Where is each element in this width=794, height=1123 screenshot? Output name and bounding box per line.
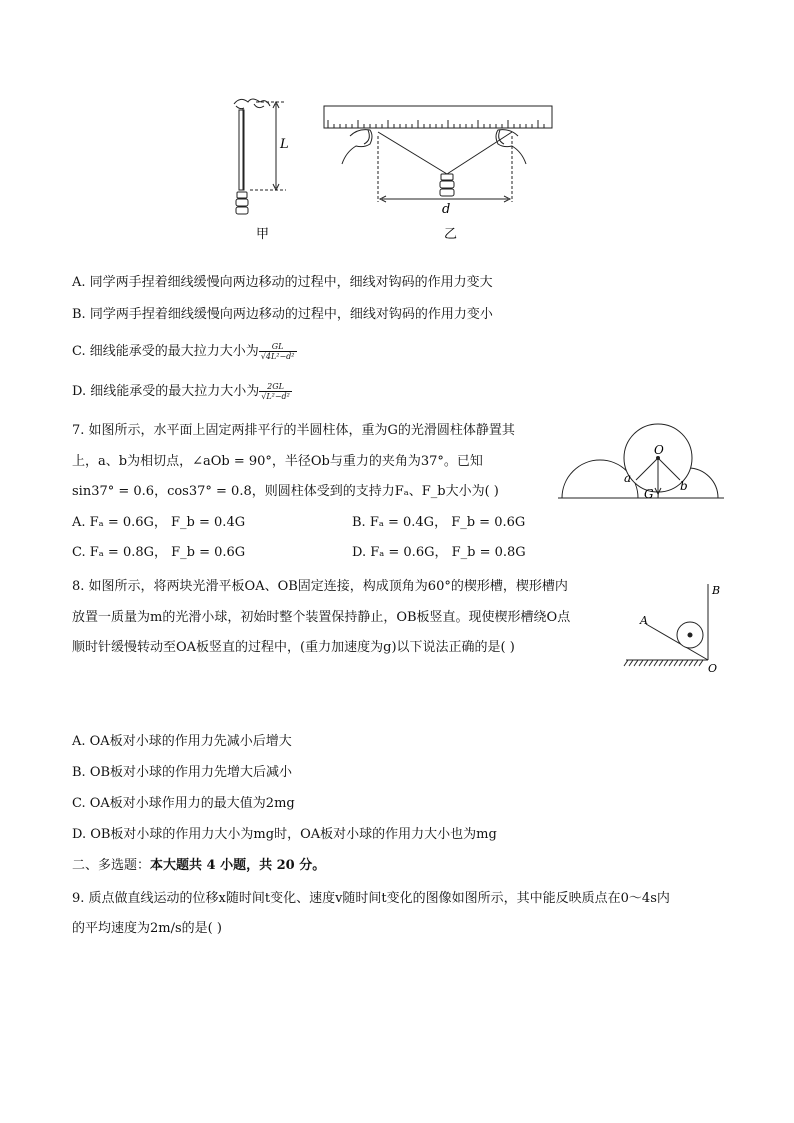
q8-option-c: C. OA板对小球作用力的最大值为2mg <box>72 796 295 811</box>
q8-option-d: D. OB板对小球的作用力大小为mg时，OA板对小球的作用力大小也为mg <box>72 827 497 842</box>
q8-label-A: A <box>640 614 648 627</box>
q6-option-d <box>72 382 292 402</box>
section-heading-detail: 本大题共 4 小题，共 20 分。 <box>150 858 326 873</box>
q8-label-B: B <box>712 584 721 597</box>
q6-option-d-numerator: 2GL <box>267 382 284 391</box>
label-d: d <box>442 202 451 217</box>
q7-label-G: G <box>644 487 654 501</box>
ground-hatch <box>654 660 658 666</box>
q8-stem-line2: 放置一质量为m的光滑小球，初始时整个装置保持静止，OB板竖直。现使楔形槽绕O点 <box>72 610 571 625</box>
q8-option-b: B. OB板对小球的作用力先增大后减小 <box>72 765 293 780</box>
q7-stem-line3: sin37° = 0.6，cos37° = 0.8，则圆柱体受到的支持力Fₐ、F_b大小为( ) <box>72 484 499 499</box>
q6-option-c-text: C. 细线能承受的最大拉力大小为 <box>72 344 259 359</box>
q7-label-a: a <box>624 471 632 485</box>
q7-label-b: b <box>680 479 688 493</box>
q6-option-c-denominator: √4L²−d² <box>260 352 295 361</box>
q7-label-O: O <box>654 443 664 457</box>
q6-option-c-fraction <box>259 342 297 361</box>
ground-hatch <box>674 660 678 666</box>
ground-hatch <box>664 660 668 666</box>
q7-option-a: A. Fₐ = 0.6G， F_b = 0.4G <box>72 515 246 530</box>
ground-hatch <box>644 660 648 666</box>
q8-stem-line3: 顺时针缓慢转动至OA板竖直的过程中，(重力加速度为g)以下说法正确的是( ) <box>72 640 515 655</box>
q9-stem-line1: 9. 质点做直线运动的位移x随时间t变化、速度v随时间t变化的图像如图所示，其中能反映质点在0～4s内 <box>72 891 670 906</box>
q7-figure <box>558 420 724 504</box>
q7-stem-line1: 7. 如图所示，水平面上固定两排平行的半圆柱体，重为G的光滑圆柱体静置其 <box>72 423 515 438</box>
q8-figure <box>620 580 730 676</box>
section-heading-multiple-choice <box>72 856 325 876</box>
ground-hatch <box>689 660 693 666</box>
q7-option-b: B. Fₐ = 0.4G， F_b = 0.6G <box>352 515 526 530</box>
figure-jia-yi <box>220 92 560 252</box>
q7-option-c: C. Fₐ = 0.8G， F_b = 0.6G <box>72 545 246 560</box>
ground-hatch <box>669 660 673 666</box>
q6-option-c-numerator: GL <box>271 342 284 351</box>
figure-jia <box>234 99 286 214</box>
q6-option-a: A. 同学两手捏着细线缓慢向两边移动的过程中，细线对钩码的作用力变大 <box>72 275 493 290</box>
ground-hatch <box>629 660 633 666</box>
ground-hatch <box>649 660 653 666</box>
q8-stem-line1: 8. 如图所示，将两块光滑平板OA、OB固定连接，构成顶角为60°的楔形槽，楔形槽内 <box>72 579 568 594</box>
q7-option-d: D. Fₐ = 0.6G， F_b = 0.8G <box>352 545 526 560</box>
ground-hatch <box>684 660 688 666</box>
ground-hatch <box>679 660 683 666</box>
q9-stem-line2: 的平均速度为2m/s的是( ) <box>72 921 222 936</box>
figure-yi <box>324 106 552 202</box>
q6-option-d-text: D. 细线能承受的最大拉力大小为 <box>72 384 260 399</box>
q7-stem-line2: 上，a、b为相切点，∠aOb = 90°，半径Ob与重力的夹角为37°。已知 <box>72 454 483 469</box>
label-L: L <box>280 137 289 152</box>
ground-hatch <box>639 660 643 666</box>
ground-hatch <box>624 660 628 666</box>
ground-hatch <box>694 660 698 666</box>
q6-option-b: B. 同学两手捏着细线缓慢向两边移动的过程中，细线对钩码的作用力变小 <box>72 307 493 322</box>
q6-option-d-denominator: √L²−d² <box>261 392 290 401</box>
section-heading-prefix: 二、多选题： <box>72 858 151 873</box>
ground-hatch <box>699 660 703 666</box>
q8-option-a: A. OA板对小球的作用力先减小后增大 <box>72 734 292 749</box>
ground-hatch <box>634 660 638 666</box>
q6-option-c <box>72 342 297 362</box>
q6-option-d-fraction <box>259 382 292 401</box>
ground-hatch <box>659 660 663 666</box>
q8-label-O: O <box>708 662 718 675</box>
caption-yi: 乙 <box>444 227 458 242</box>
caption-jia: 甲 <box>256 227 270 242</box>
